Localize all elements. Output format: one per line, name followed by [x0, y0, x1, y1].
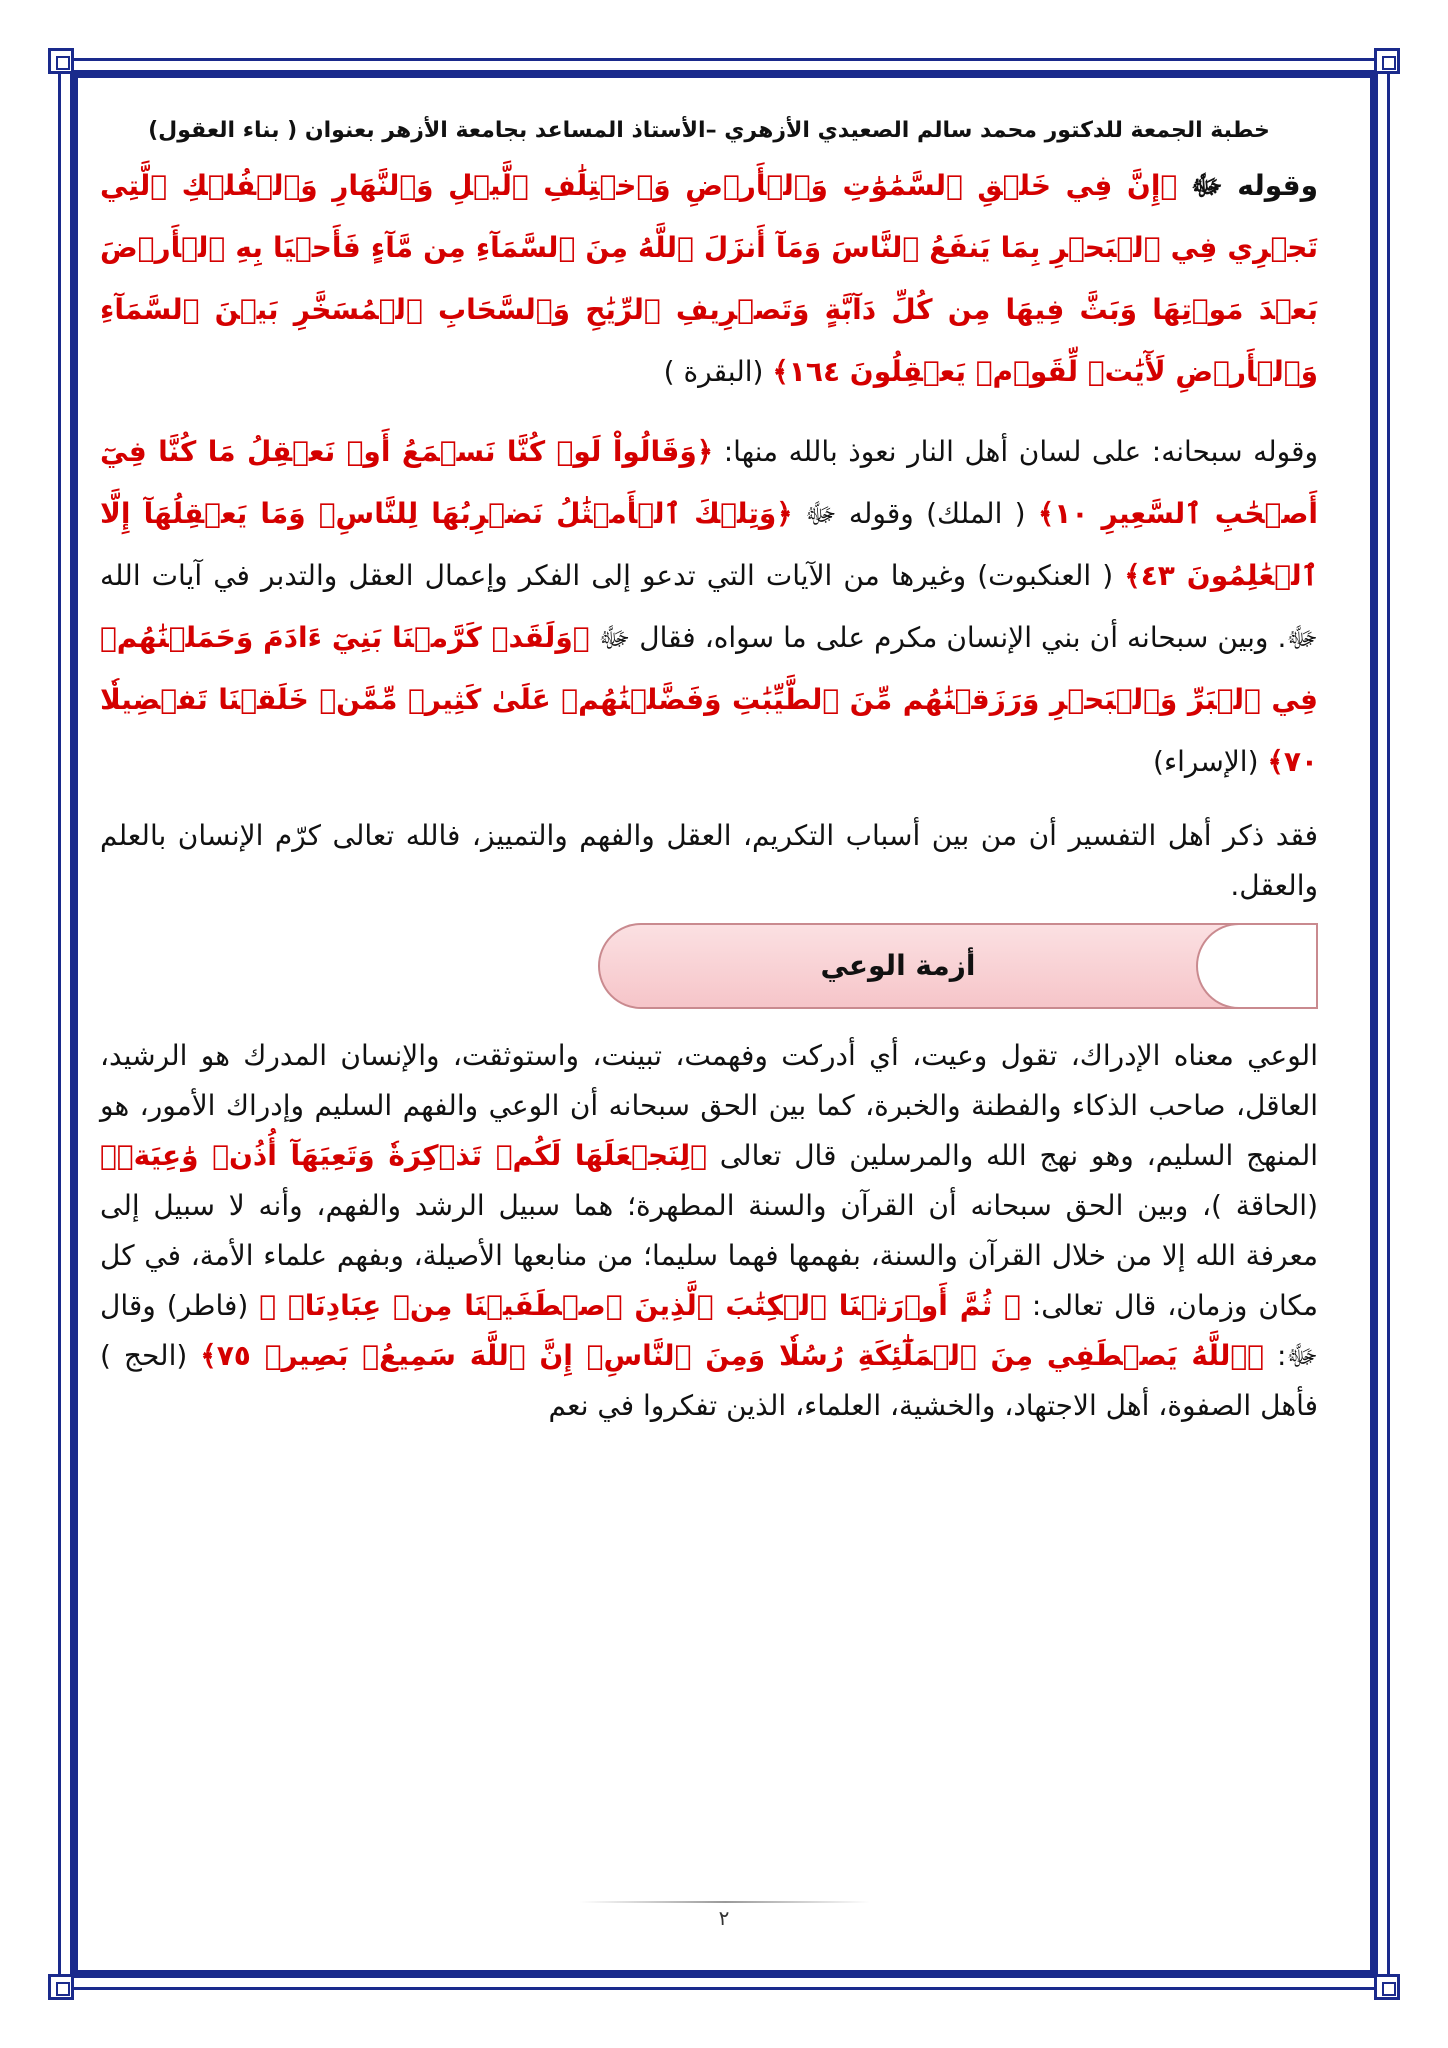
paragraph-4-text-1: الوعي معناه الإدراك، تقول وعيت، أي أدركت وفهمت، تبينت، واستوثقت، والإنسان المدرك هو الرشيد، العاقل، صاحب الذكاء والفطنة والخبرة، كما بين الحق سبحانه أن الوعي والفهم السليم وإدراك الأمور، هو المنهج السليم، وهو نهج الله والمرسلين قال تعالى — [100, 1039, 1319, 1172]
frame-corner-ornament — [1374, 48, 1400, 74]
paragraph-4 — [100, 1031, 1318, 1431]
paragraph-4-text-3: فأهل الصفوة، أهل الاجتهاد، والخشية، العلماء، الذين تفكروا في نعم — [548, 1389, 1318, 1422]
surah-reference: (الإسراء) — [1153, 745, 1259, 778]
frame-corner-ornament — [48, 48, 74, 74]
surah-reference: (الحج ) — [100, 1339, 188, 1372]
paragraph-2 — [100, 421, 1318, 793]
paragraph-4-text-2: وبين الحق سبحانه أن القرآن والسنة المطهرة؛ هما سبيل الرشد والفهم، وأنه لا سبيل إلى معرفة الله إلا من خلال القرآن والسنة، بفهمها فهما سليما؛ من منابعها الأصيلة، وبفهم علماء الأمة، في كل مكان وزمان، قال تعالى: — [100, 1189, 1318, 1322]
page-content — [100, 118, 1318, 1431]
surah-reference: ( العنكبوت) — [977, 559, 1114, 592]
paragraph-2-mid: وقوله ﷻ — [804, 497, 914, 530]
paragraph-3: فقد ذكر أهل التفسير أن من بين أسباب التكريم، العقل والفهم والتمييز، فالله تعالى كرّم الإنسان بالعلم والعقل. — [100, 819, 1318, 902]
quran-verse: ﴿وَتِلۡكَ ٱلۡأَمۡثَٰلُ نَضۡرِبُهَا لِلنَّاسِۖ وَمَا يَعۡقِلُهَآ إِلَّا ٱلۡعَٰلِمُونَ ٤٣﴾ — [100, 497, 1318, 592]
section-banner-shape — [598, 923, 1318, 1009]
quran-verse: ﴿إِنَّ فِي خَلۡقِ ٱلسَّمَٰوَٰتِ وَٱلۡأَرۡضِ وَٱخۡتِلَٰفِ ٱلَّيۡلِ وَٱلنَّهَارِ وَٱلۡفُلۡكِ ٱلَّتِي تَجۡرِي فِي ٱلۡبَحۡرِ بِمَا يَنفَعُ ٱلنَّاسَ وَمَآ أَنزَلَ ٱللَّهُ مِنَ ٱلسَّمَآءِ مِن مَّآءٍ فَأَحۡيَا بِهِ ٱلۡأَرۡضَ بَعۡدَ مَوۡتِهَا وَبَثَّ فِيهَا مِن كُلِّ دَآبَّةٍ وَتَصۡرِيفِ ٱلرِّيَٰحِ وَٱلسَّحَابِ ٱلۡمُسَخَّرِ بَيۡنَ ٱلسَّمَآءِ وَٱلۡأَرۡضِ لَأٓيَٰتٖ لِّقَوۡمٖ يَعۡقِلُونَ ١٦٤﴾ — [100, 169, 1318, 388]
quran-verse: ﴿وَقَالُواْ لَوۡ كُنَّا نَسۡمَعُ أَوۡ نَعۡقِلُ مَا كُنَّا فِيٓ أَصۡحَٰبِ ٱلسَّعِيرِ ١٠﴾ — [100, 435, 1318, 530]
quran-verse: ﴿لِنَجۡعَلَهَا لَكُمۡ تَذۡكِرَةٗ وَتَعِيَهَآ أُذُنٞ وَٰعِيَةٞ﴾ — [100, 1139, 707, 1172]
surah-reference: ( الملك) — [926, 497, 1026, 530]
section-title: أزمة الوعي — [820, 949, 976, 982]
banner-curve-decoration — [1196, 923, 1316, 1009]
paragraph-4-mid: وقال ﷻ: — [100, 1289, 1318, 1372]
page-header: خطبة الجمعة للدكتور محمد سالم الصعيدي الأزهري –الأستاذ المساعد بجامعة الأزهر بعنوان ( بناء العقول) — [148, 118, 1270, 143]
paragraph-1-lead: وقوله ﷻ — [1191, 169, 1319, 202]
paragraph-2-lead: وقوله سبحانه: على لسان أهل النار نعوذ بالله منها: — [723, 435, 1319, 468]
footer-divider — [580, 1901, 870, 1903]
paragraph-1 — [100, 155, 1318, 403]
quran-verse: ﴿ ثُمَّ أَوۡرَثۡنَا ٱلۡكِتَٰبَ ٱلَّذِينَ ٱصۡطَفَيۡنَا مِنۡ عِبَادِنَاۖ ﴾ — [259, 1289, 1021, 1322]
surah-reference: (البقرة ) — [663, 355, 764, 388]
surah-reference: (فاطر) — [166, 1289, 249, 1322]
paragraph-2-text: وغيرها من الآيات التي تدعو إلى الفكر وإعمال العقل والتدبر في آيات الله ﷻ. وبين سبحانه أن بني الإنسان مكرم على ما سواه، فقال ﷻ — [100, 559, 1318, 654]
page-number: ٢ — [718, 1906, 730, 1930]
surah-reference: (الحاقة )، — [1202, 1189, 1318, 1222]
quran-verse: ﴿ٱللَّهُ يَصۡطَفِي مِنَ ٱلۡمَلَٰٓئِكَةِ رُسُلٗا وَمِنَ ٱلنَّاسِۚ إِنَّ ٱللَّهَ سَمِيعُۢ بَصِيرٞ ٧٥﴾ — [200, 1339, 1264, 1372]
frame-corner-ornament — [1374, 1974, 1400, 2000]
frame-corner-ornament — [48, 1974, 74, 2000]
section-banner — [100, 923, 1318, 1009]
quran-verse: ﴿وَلَقَدۡ كَرَّمۡنَا بَنِيٓ ءَادَمَ وَحَمَلۡنَٰهُمۡ فِي ٱلۡبَرِّ وَٱلۡبَحۡرِ وَرَزَقۡنَٰهُم مِّنَ ٱلطَّيِّبَٰتِ وَفَضَّلۡنَٰهُمۡ عَلَىٰ كَثِيرٖ مِّمَّنۡ خَلَقۡنَا تَفۡضِيلٗا ٧٠﴾ — [100, 621, 1318, 778]
